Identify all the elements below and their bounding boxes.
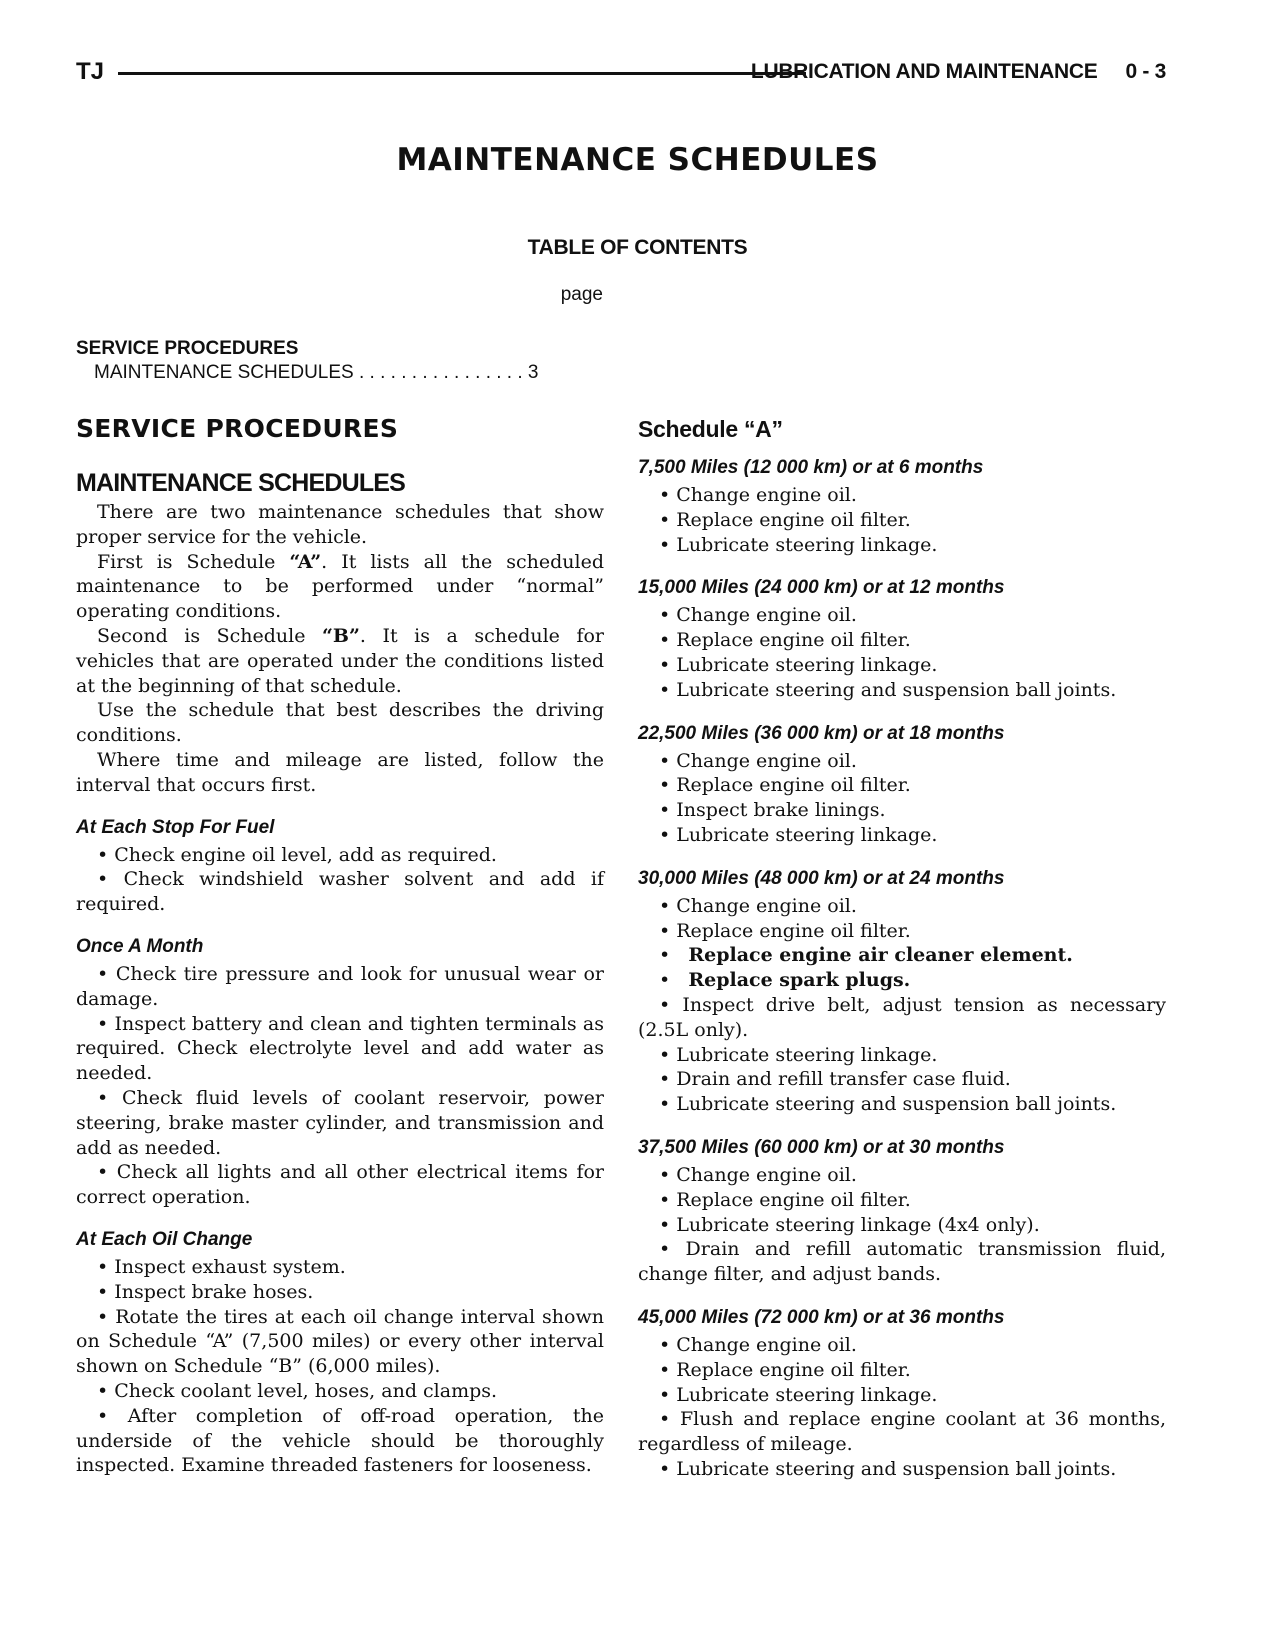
list-item: • Replace engine oil filter. [638,919,1166,944]
header-page-number: 0 - 3 [1125,60,1166,83]
list-item: • Lubricate steering linkage. [638,1043,1166,1068]
schedule-b-paragraph: Second is Schedule “B”. It is a schedule for vehicles that are operated under the conditions listed at the beginning of that schedule. [76,624,605,697]
interval-heading-45000: 45,000 Miles (72 000 km) or at 36 months [638,1306,1005,1328]
toc-entry-page: 3 [527,362,539,383]
list-item: • Replace engine air cleaner element. [638,943,1166,968]
list-item: • Replace engine oil filter. [638,628,1166,653]
toc-entry-maintenance-schedules[interactable]: MAINTENANCE SCHEDULES . . . . . . . . . . . . . . . . 3 [94,362,539,383]
list-item: • Replace engine oil filter. [638,508,1166,533]
list-item: • Change engine oil. [638,603,1166,628]
list-item: • Check all lights and all other electrical items for correct operation. [76,1160,604,1210]
list-item: • Lubricate steering linkage. [638,533,1166,558]
list-item: • Check fluid levels of coolant reservoir, power steering, brake master cylinder, and transmission and add as needed. [76,1086,604,1160]
list-item: • Change engine oil. [638,1163,1166,1188]
list-item: • Inspect exhaust system. [76,1255,604,1280]
left-column [76,410,604,1478]
list-item: • Lubricate steering and suspension ball joints. [638,1092,1166,1117]
interval-heading-37500: 37,500 Miles (60 000 km) or at 30 months [638,1136,1005,1158]
schedule-a-paragraph: First is Schedule “A”. It lists all the scheduled maintenance to be performed under “normal” operating conditions. [76,550,604,623]
running-header [76,58,1166,90]
list-item: • Flush and replace engine coolant at 36 months, regardless of mileage. [638,1407,1166,1457]
once-a-month-heading: Once A Month [76,935,204,957]
toc-entry-label: MAINTENANCE SCHEDULES [94,362,354,383]
list-item: • Inspect brake linings. [638,798,1166,823]
toc-heading: TABLE OF CONTENTS [527,236,748,259]
interval-heading-22500: 22,500 Miles (36 000 km) or at 18 months [638,722,1005,744]
list-item: • Lubricate steering linkage (4x4 only). [638,1213,1166,1238]
list-item: • Lubricate steering linkage. [638,653,1166,678]
right-column [638,410,1166,1482]
interval-heading-15000: 15,000 Miles (24 000 km) or at 12 months [638,577,1005,599]
list-item: • Rotate the tires at each oil change interval shown on Schedule “A” (7,500 miles) or every other interval shown on Schedule “B” (6,000 miles). [76,1305,604,1379]
list-item: • Lubricate steering and suspension ball joints. [638,1457,1166,1482]
list-item: • Check tire pressure and look for unusual wear or damage. [76,962,604,1012]
section-heading-service-procedures: SERVICE PROCEDURES [76,414,399,443]
list-item: • Inspect brake hoses. [76,1280,604,1305]
list-item: • Check engine oil level, add as required. [76,843,604,868]
subheading-maintenance-schedules: MAINTENANCE SCHEDULES [76,469,406,497]
intro-paragraph: There are two maintenance schedules that show proper service for the vehicle. [76,501,604,548]
list-item: • Change engine oil. [638,749,1166,774]
interval-heading-30000: 30,000 Miles (48 000 km) or at 24 months [638,867,1005,889]
header-section-title: LUBRICATION AND MAINTENANCE [750,60,1098,83]
list-item: • Replace engine oil filter. [638,773,1166,798]
list-item: • Inspect drive belt, adjust tension as necessary (2.5L only). [638,993,1166,1043]
driving-conditions-paragraph: Use the schedule that best describes the driving conditions. [76,699,604,747]
toc-page-label: page [560,284,603,305]
list-item: • Check coolant level, hoses, and clamps. [76,1379,604,1404]
list-item: • Change engine oil. [638,894,1166,919]
toc-section: SERVICE PROCEDURES [76,338,299,359]
header-vehicle-code: TJ [76,58,105,85]
header-section [751,60,1166,84]
list-item: • Change engine oil. [638,483,1166,508]
list-item: • Change engine oil. [638,1333,1166,1358]
interval-heading-7500: 7,500 Miles (12 000 km) or at 6 months [638,457,984,478]
list-item: • Replace engine oil filter. [638,1188,1166,1213]
list-item: • Lubricate steering linkage. [638,823,1166,848]
list-item: • Lubricate steering and suspension ball joints. [638,678,1166,703]
list-item: • After completion of off-road operation, the underside of the vehicle should be thoroughly inspected. Examine threaded fasteners for looseness. [76,1404,604,1478]
list-item: • Drain and refill transfer case fluid. [638,1067,1166,1092]
list-item: • Replace spark plugs. [638,968,1166,993]
page-title: MAINTENANCE SCHEDULES [396,142,879,178]
list-item: • Check windshield washer solvent and add if required. [76,867,604,917]
list-item: • Lubricate steering linkage. [638,1383,1166,1408]
list-item: • Inspect battery and clean and tighten terminals as required. Check electrolyte level and add water as needed. [76,1012,604,1086]
list-item: • Replace engine oil filter. [638,1358,1166,1383]
interval-paragraph: Where time and mileage are listed, follow the interval that occurs first. [76,748,604,796]
list-item: • Drain and refill automatic transmission fluid, change filter, and adjust bands. [638,1237,1166,1287]
fuel-stop-heading: At Each Stop For Fuel [76,816,275,838]
oil-change-heading: At Each Oil Change [76,1228,253,1250]
header-rule [118,72,806,75]
schedule-a-heading: Schedule “A” [638,416,783,442]
